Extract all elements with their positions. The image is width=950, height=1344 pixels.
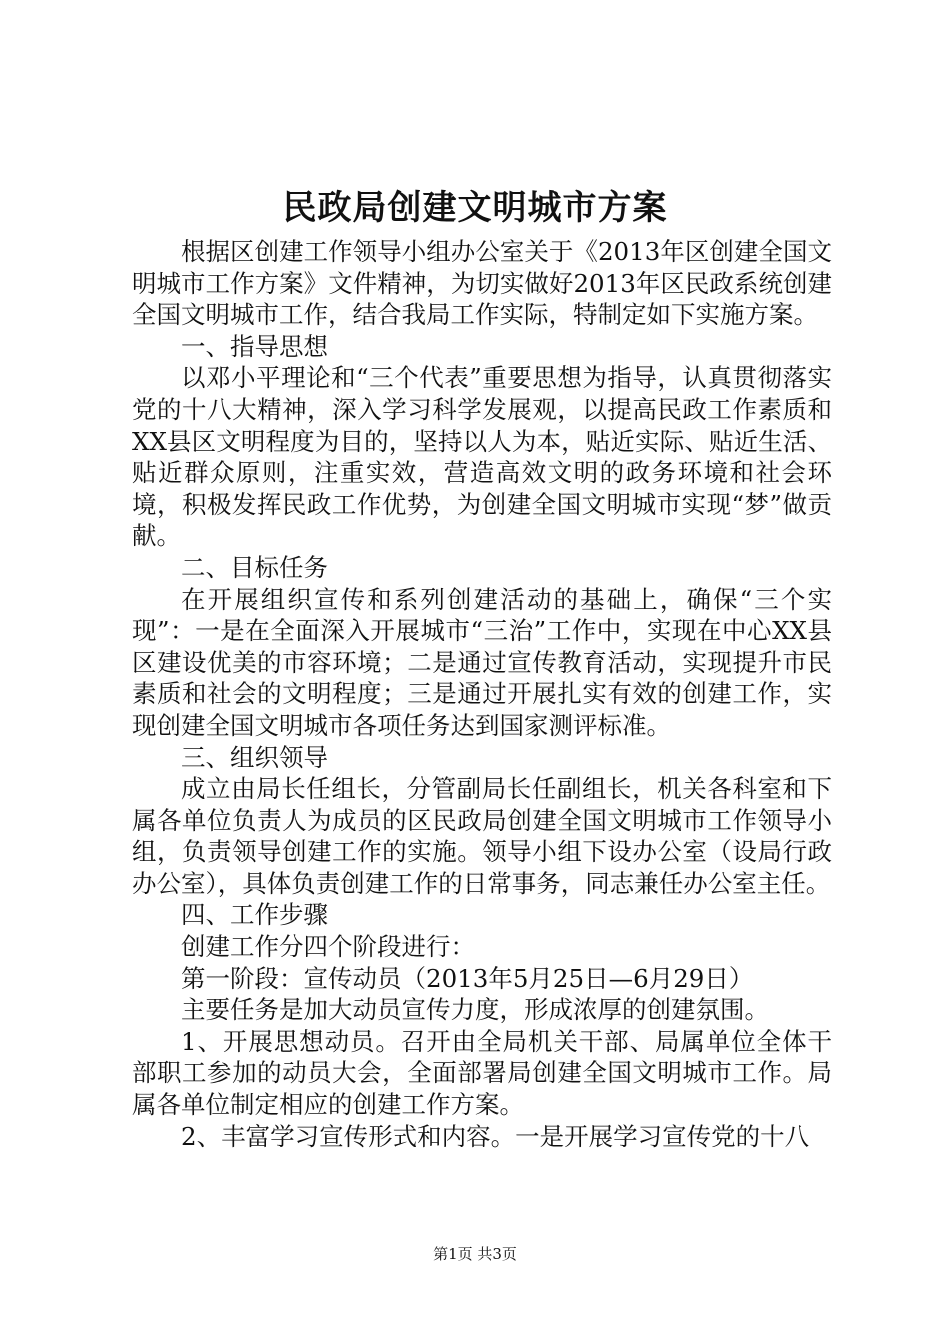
body-paragraph: 以邓小平理论和“三个代表”重要思想为指导，认真贯彻落实党的十八大精神，深入学习科学发展观，以提高民政工作素质和XX县区文明程度为目的，坚持以人为本，贴近实际、贴近生活、贴近群众原则，注重实效，营造高效文明的政务环境和社会环境，积极发挥民政工作优势，为创建全国文明城市实现“梦”做贡献。 xyxy=(132,363,832,551)
section-heading-goals: 二、目标任务 xyxy=(181,552,328,582)
page-footer: 第1页 共3页 xyxy=(433,1245,517,1263)
section-heading-organization: 三、组织领导 xyxy=(181,742,328,772)
document-title: 民政局创建文明城市方案 xyxy=(282,188,668,228)
list-item: 1、开展思想动员。召开由全局机关干部、局属单位全体干部职工参加的动员大会，全面部署局创建全国文明城市工作。局属各单位制定相应的创建工作方案。 xyxy=(132,1026,832,1120)
stage-heading: 第一阶段：宣传动员（2013年5月25日—6月29日） xyxy=(181,963,754,993)
intro-paragraph: 根据区创建工作领导小组办公室关于《2013年区创建全国文明城市工作方案》文件精神，为切实做好2013年区民政系统创建全国文明城市工作，结合我局工作实际，特制定如下实施方案。 xyxy=(132,237,832,330)
body-paragraph: 主要任务是加大动员宣传力度，形成浓厚的创建氛围。 xyxy=(181,995,769,1025)
list-item: 2、丰富学习宣传形式和内容。一是开展学习宣传党的十八 xyxy=(181,1121,810,1151)
body-paragraph: 成立由局长任组长，分管副局长任副组长，机关各科室和下属各单位负责人为成员的区民政局创建全国文明城市工作领导小组，负责领导创建工作的实施。领导小组下设办公室（设局行政办公室），具体负责创建工作的日常事务，同志兼任办公室主任。 xyxy=(132,774,832,898)
section-heading-guiding-ideology: 一、指导思想 xyxy=(181,331,328,361)
document-body xyxy=(132,236,832,1152)
body-paragraph: 在开展组织宣传和系列创建活动的基础上，确保“三个实现”：一是在全面深入开展城市“三治”工作中，实现在中心XX县区建设优美的市容环境；二是通过宣传教育活动，实现提升市民素质和社会的文明程度；三是通过开展扎实有效的创建工作，实现创建全国文明城市各项任务达到国家测评标准。 xyxy=(132,584,832,740)
section-heading-work-steps: 四、工作步骤 xyxy=(181,900,328,930)
body-paragraph: 创建工作分四个阶段进行： xyxy=(181,932,475,962)
